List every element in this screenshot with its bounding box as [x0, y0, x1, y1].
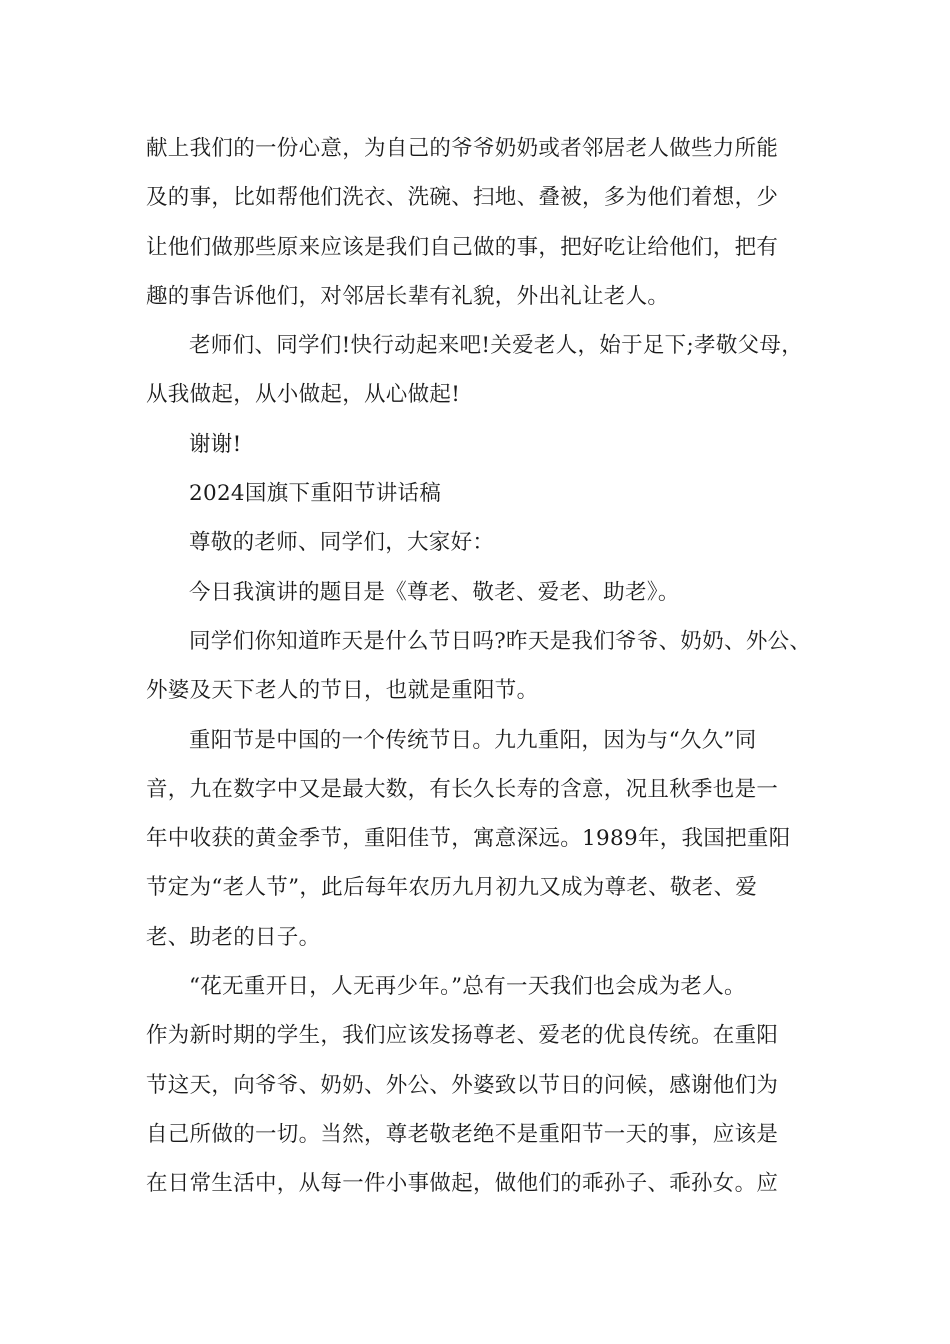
- greeting-line: 尊敬的老师、同学们，大家好：: [189, 530, 495, 556]
- document-page: [146, 124, 826, 1209]
- text-line: 及的事，比如帮他们洗衣、洗碗、扫地、叠被，多为他们着想，少: [146, 185, 779, 211]
- text-line: 同学们你知道昨天是什么节日吗?昨天是我们爷爷、奶奶、外公、: [189, 628, 812, 654]
- text-line: 重阳节是中国的一个传统节日。九九重阳，因为与“久久”同: [189, 727, 757, 753]
- text-line: 在日常生活中，从每一件小事做起，做他们的乖孙子、乖孙女。应: [146, 1171, 779, 1197]
- text-line: 今日我演讲的题目是《尊老、敬老、爱老、助老》。: [189, 579, 680, 605]
- text-line: 自己所做的一切。当然，尊老敬老绝不是重阳节一天的事，应该是: [146, 1121, 779, 1147]
- text-line: 作为新时期的学生，我们应该发扬尊老、爱老的优良传统。在重阳: [146, 1023, 779, 1049]
- text-line: 节这天，向爷爷、奶奶、外公、外婆致以节日的问候，感谢他们为: [146, 1072, 779, 1098]
- text-line: “花无重开日，人无再少年。”总有一天我们也会成为老人。: [189, 974, 746, 1000]
- text-line: 年中收获的黄金季节，重阳佳节，寓意深远。1989年，我国把重阳: [146, 826, 791, 852]
- text-line: 从我做起，从小做起，从心做起!: [146, 382, 461, 408]
- text-line: 老师们、同学们!快行动起来吧!关爱老人，始于足下;孝敬父母，: [189, 333, 804, 359]
- text-line: 献上我们的一份心意，为自己的爷爷奶奶或者邻居老人做些力所能: [146, 136, 779, 161]
- speech-title: 2024国旗下重阳节讲话稿: [189, 481, 442, 507]
- text-line: 外婆及天下老人的节日，也就是重阳节。: [146, 678, 539, 704]
- text-line: 节定为“老人节”，此后每年农历九月初九又成为尊老、敬老、爱: [146, 875, 758, 901]
- text-line: 音，九在数字中又是最大数，有长久长寿的含意，况且秋季也是一: [146, 776, 779, 802]
- text-line: 老、助老的日子。: [146, 924, 321, 950]
- text-line: 让他们做那些原来应该是我们自己做的事，把好吃让给他们，把有: [146, 234, 779, 260]
- text-line: 趣的事告诉他们，对邻居长辈有礼貌，外出礼让老人。: [146, 283, 670, 309]
- closing-line: 谢谢!: [189, 431, 242, 457]
